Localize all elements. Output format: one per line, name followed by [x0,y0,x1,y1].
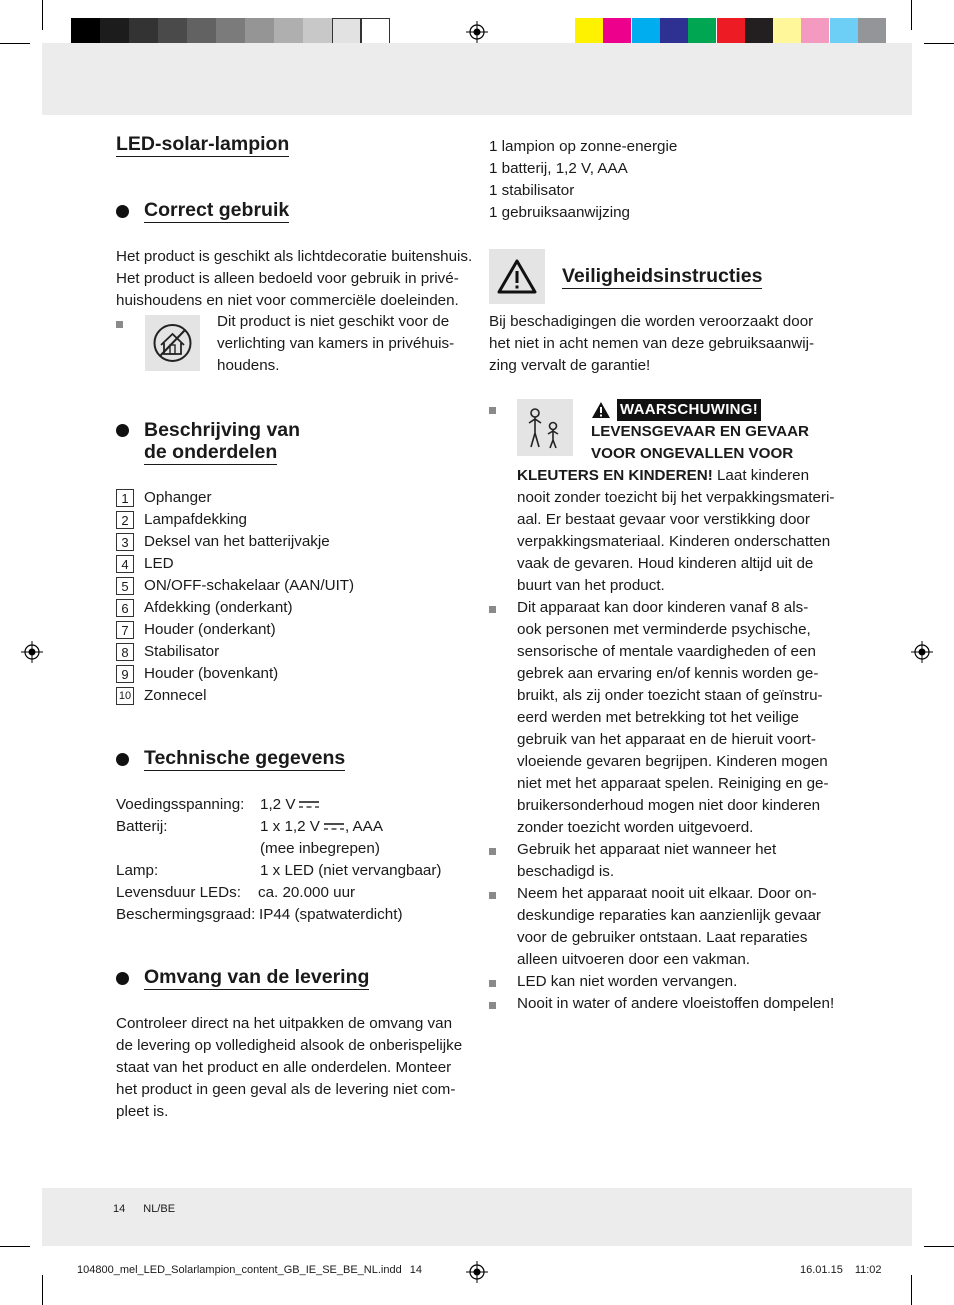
crop-mark [42,0,43,30]
part-number: 5 [116,577,134,595]
registration-mark-icon [911,641,933,663]
file-info: 104800_mel_LED_Solarlampion_content_GB_IE_SE_BE_NL.indd 14 [77,1264,422,1276]
part-label: LED [144,555,174,572]
warning-small-icon [591,401,611,419]
page-number: 14 NL/BE [113,1203,176,1215]
safety-bullet-item: Nooit in water of andere vloeistoffen dompelen! [517,995,835,1012]
part-label: ON/OFF-schakelaar (AAN/UIT) [144,577,355,594]
part-number: 1 [116,489,134,507]
part-label: Zonnecel [144,687,207,704]
spec-label: Batterij: [116,818,168,835]
crop-mark [911,1275,912,1305]
list-bullet [116,321,123,328]
crop-mark [0,43,30,44]
crop-mark [42,1275,43,1305]
part-label: Deksel van het batterijvakje [144,533,330,550]
safety-bullet-item: LED kan niet worden vervangen. [517,973,738,990]
part-number: 3 [116,533,134,551]
crop-mark [0,1246,30,1247]
heading-onderdelen: Beschrijving van de onderdelen [144,419,301,463]
delivery-list: 1 lampion op zonne-energie 1 batterij, 1,2 V, AAA 1 stabilisator 1 gebruiksaanwijzing [489,138,678,221]
list-bullet [489,848,496,855]
footer-band [42,1188,912,1246]
heading-correct-gebruik: Correct gebruik [144,199,290,221]
heading-omvang-levering: Omvang van de levering [144,966,370,988]
child-adult-icon [517,399,573,456]
warning-triangle-icon [489,249,545,304]
correct-gebruik-bullet: Dit product is niet geschikt voor de verlichting van kamers in privéhuis- houdens. [217,313,455,374]
part-label: Afdekking (onderkant) [144,599,293,616]
safety-bullet-item: Dit apparaat kan door kinderen vanaf 8 als- ook personen met verminderde psychische, sensorische of mentale vaardigheden of een gebrek aan ervaring en/of kennis worden ge- bruikt, als zij onder toezicht staan of geïnstru- eerd werden met betrekking tot het veilige gebruik van het apparaat en de hieruit voort- vloeiende gevaren begrijpen. Kinderen mogen niet met het apparaat spelen. Reiniging en ge- bruikersonderhoud mogen niet door kinderen zonder toezicht worden uitgevoerd. [517,599,829,836]
spec-value: IP44 (spatwaterdicht) [259,906,403,923]
heading-bullet [116,205,129,218]
part-number: 10 [116,687,134,705]
spec-label: Voedingsspanning: [116,796,245,813]
part-label: Houder (onderkant) [144,621,276,638]
part-number: 7 [116,621,134,639]
part-label: Ophanger [144,489,212,506]
header-band [42,43,912,115]
safety-bullet-item: Neem het apparaat nooit uit elkaar. Door on- deskundige reparaties kan aanzienlijk gevaar voor de gebruiker ontstaan. Laat reparaties alleen uitvoeren door een vakman. [517,885,821,968]
warning-text: KLEUTERS EN KINDEREN! Laat kinderen nooit zonder toezicht bij het verpakkingsmateri- aal. Er bestaat gevaar voor verstikking door verpakkingsmateriaal. Kinderen onderschatten vaak de gevaren. Houd kinderen altijd uit de buurt van het product. [517,467,835,594]
safety-intro: Bij beschadigingen die worden veroorzaakt door het niet in acht nemen van deze gebruiksaanwij- zing vervalt de garantie! [489,313,815,374]
list-bullet [489,1002,496,1009]
spec-value: ca. 20.000 uur [258,884,356,901]
heading-bullet [116,424,129,437]
omvang-text: Controleer direct na het uitpakken de omvang van de levering op volledigheid alsook de onberispelijke staat van het product en alle onderdelen. Monteer het product in geen geval als de levering niet com- pleet is. [116,1015,463,1120]
heading-bullet [116,753,129,766]
house-no-lighting-icon [145,315,200,371]
list-bullet [489,980,496,987]
registration-mark-icon [466,21,488,43]
safety-bullet-item: Gebruik het apparaat niet wanneer het beschadigd is. [517,841,777,880]
spec-label: Levensduur LEDs: [116,884,241,901]
crop-mark [924,43,954,44]
part-label: Lampafdekking [144,511,248,528]
heading-technische-gegevens: Technische gegevens [144,747,346,769]
spec-value: 1 x LED (niet vervangbaar) [260,862,442,879]
correct-gebruik-text: Het product is geschikt als lichtdecoratie buitenshuis. Het product is alleen bedoeld voor gebruik in privé- huishoudens en niet voor commerciële doeleinden. [116,248,473,309]
spec-value: 1,2 V [260,794,320,816]
list-bullet [489,407,496,414]
dc-symbol-icon [323,822,345,832]
page-title: LED-solar-lampion [116,133,290,155]
warning-block: WAARSCHUWING! LEVENSGEVAAR EN GEVAAR VOOR ONGEVALLEN VOOR [591,401,809,462]
part-number: 6 [116,599,134,617]
part-number: 4 [116,555,134,573]
heading-bullet [116,972,129,985]
registration-mark-icon [21,641,43,663]
list-bullet [489,606,496,613]
part-label: Stabilisator [144,643,220,660]
list-bullet [489,892,496,899]
part-number: 9 [116,665,134,683]
dc-symbol-icon [298,800,320,810]
spec-value: 1 x 1,2 V , AAA [260,818,383,835]
part-label: Houder (bovenkant) [144,665,279,682]
crop-mark [911,0,912,30]
part-number: 8 [116,643,134,661]
heading-veiligheid: Veiligheidsinstructies [562,265,763,287]
part-number: 2 [116,511,134,529]
warning-label: WAARSCHUWING! [617,399,761,421]
crop-mark [924,1246,954,1247]
spec-label: Beschermingsgraad: [116,906,256,923]
spec-value: (mee inbegrepen) [260,840,380,857]
registration-mark-icon [466,1261,488,1283]
file-date: 16.01.15 11:02 [800,1264,882,1276]
spec-label: Lamp: [116,862,159,879]
